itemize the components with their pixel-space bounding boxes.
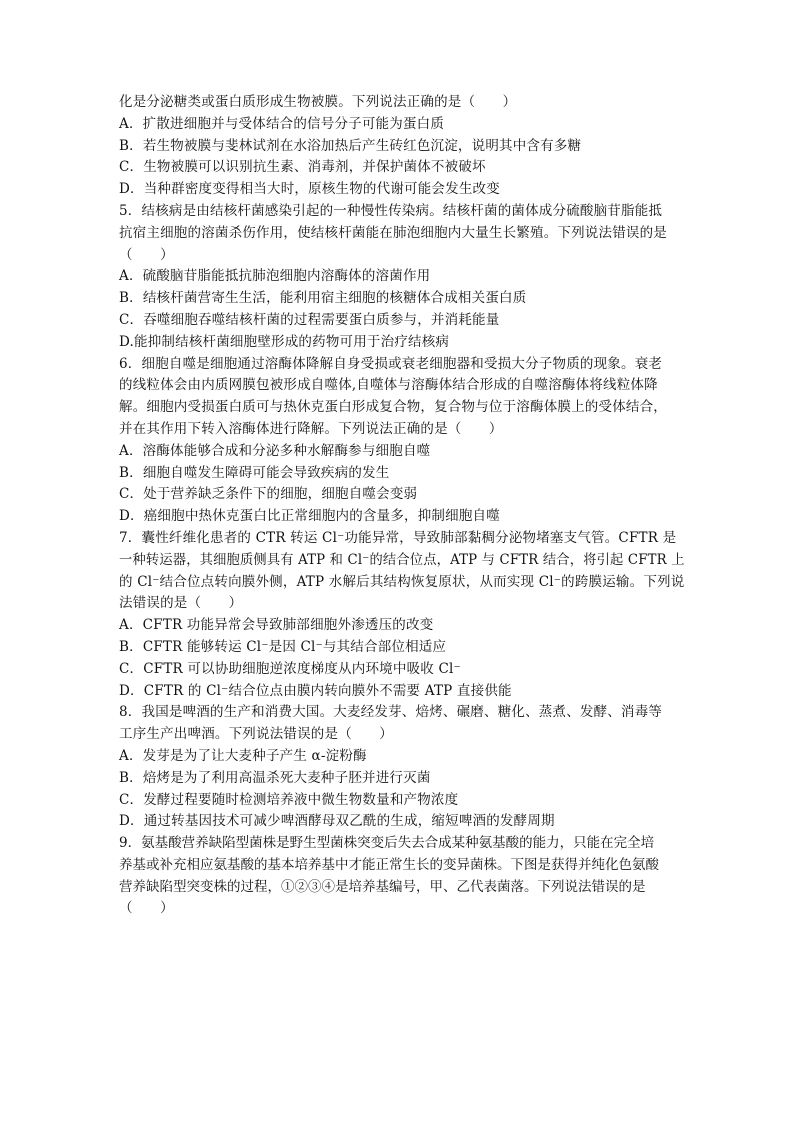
q5-stem-line2: 抗宿主细胞的溶菌杀伤作用，使结核杆菌能在肺泡细胞内大量生长繁殖。下列说法错误的是 xyxy=(119,224,667,241)
q7-option-b: B．CFTR 能够转运 Cl⁻是因 Cl⁻与其结合部位相适应 xyxy=(119,638,447,655)
q8-stem-line1: 8．我国是啤酒的生产和消费大国。大麦经发芽、焙烤、碾磨、糖化、蒸煮、发酵、消毒等 xyxy=(119,704,663,721)
q6-option-a: A．溶酶体能够合成和分泌多种水解酶参与细胞自噬 xyxy=(119,442,431,459)
q6-stem-line3: 解。细胞内受损蛋白质可与热休克蛋白形成复合物，复合物与位于溶酶体膜上的受体结合， xyxy=(119,399,667,416)
q4-stem-continued: 化是分泌糖类或蛋白质形成生物被膜。下列说法正确的是（ ） xyxy=(119,94,517,110)
q6-stem-line1: 6．细胞自噬是细胞通过溶酶体降解自身受损或衰老细胞器和受损大分子物质的现象。衰老 xyxy=(119,355,663,372)
q6-option-d: D．癌细胞中热休克蛋白比正常细胞内的含量多，抑制细胞自噬 xyxy=(119,508,500,525)
q5-answer-bracket: （ ） xyxy=(119,246,174,263)
q9-stem-line1: 9．氨基酸营养缺陷型菌株是野生型菌株突变后失去合成某种氨基酸的能力，只能在完全培 xyxy=(119,835,655,852)
q7-option-d: D．CFTR 的 Cl⁻结合位点由膜内转向膜外不需要 ATP 直接供能 xyxy=(119,682,512,699)
q7-option-c: C．CFTR 可以协助细胞逆浓度梯度从内环境中吸收 Cl⁻ xyxy=(119,660,461,677)
q6-stem-line4: 并在其作用下转入溶酶体进行降解。下列说法正确的是（ ） xyxy=(119,420,503,437)
q9-stem-line2: 养基或补充相应氨基酸的基本培养基中才能正常生长的变异菌株。下图是获得并纯化色氨酸 xyxy=(119,856,659,873)
q5-stem-line1: 5．结核病是由结核杆菌感染引起的一种慢性传染病。结核杆菌的菌体成分硫酸脑苷脂能抵 xyxy=(119,202,663,219)
q4-option-a: A．扩散进细胞并与受体结合的信号分子可能为蛋白质 xyxy=(119,115,445,132)
q7-stem-line4: 法错误的是（ ） xyxy=(119,595,243,612)
q6-option-c: C．处于营养缺乏条件下的细胞，细胞自噬会变弱 xyxy=(119,486,418,503)
q5-option-b: B．结核杆菌营寄生生活，能利用宿主细胞的核糖体合成相关蛋白质 xyxy=(119,290,527,307)
q4-option-d: D．当种群密度变得相当大时，原核生物的代谢可能会发生改变 xyxy=(119,181,500,198)
q8-stem-line2: 工序生产出啤酒。下列说法错误的是（ ） xyxy=(119,726,393,743)
q8-option-d: D．通过转基因技术可减少啤酒酵母双乙酰的生成，缩短啤酒的发酵周期 xyxy=(119,813,555,830)
q7-stem-line1: 7．囊性纤维化患者的 CTR 转运 Cl⁻功能异常，导致肺部黏稠分泌物堵塞支气管。CFTR 是 xyxy=(119,529,677,546)
q9-stem-line3: 营养缺陷型突变株的过程，①②③④是培养基编号，甲、乙代表菌落。下列说法错误的是 xyxy=(119,878,646,895)
question-text-block xyxy=(119,92,685,920)
q8-option-c: C．发酵过程要随时检测培养液中微生物数量和产物浓度 xyxy=(119,791,459,808)
q8-option-a: A．发芽是为了让大麦种子产生 α-淀粉酶 xyxy=(119,747,367,764)
q6-stem-line2: 的线粒体会由内质网膜包被形成自噬体,自噬体与溶酶体结合形成的自噬溶酶体将线粒体降 xyxy=(119,377,658,394)
q7-stem-line2: 一种转运器，其细胞质侧具有 ATP 和 Cl⁻的结合位点，ATP 与 CFTR 结合，将引起 CFTR 上 xyxy=(119,551,685,568)
q5-option-d: D.能抑制结核杆菌细胞壁形成的药物可用于治疗结核病 xyxy=(119,333,450,350)
q4-option-b: B．若生物被膜与斐林试剂在水浴加热后产生砖红色沉淀，说明其中含有多糖 xyxy=(119,137,582,154)
q6-option-b: B．细胞自噬发生障碍可能会导致疾病的发生 xyxy=(119,464,390,481)
q7-stem-line3: 的 Cl⁻结合位点转向膜外侧，ATP 水解后其结构恢复原状，从而实现 Cl⁻的跨膜运输。下列说 xyxy=(119,573,685,590)
q5-option-a: A．硫酸脑苷脂能抵抗肺泡细胞内溶酶体的溶菌作用 xyxy=(119,268,431,285)
q5-option-c: C．吞噬细胞吞噬结核杆菌的过程需要蛋白质参与，并消耗能量 xyxy=(119,311,500,328)
q7-option-a: A．CFTR 功能异常会导致肺部细胞外渗透压的改变 xyxy=(119,617,434,634)
q8-option-b: B．焙烤是为了利用高温杀死大麦种子胚并进行灭菌 xyxy=(119,769,431,786)
q4-option-c: C．生物被膜可以识别抗生素、消毒剂，并保护菌体不被破坏 xyxy=(119,159,486,176)
q9-answer-bracket: （ ） xyxy=(119,900,174,917)
